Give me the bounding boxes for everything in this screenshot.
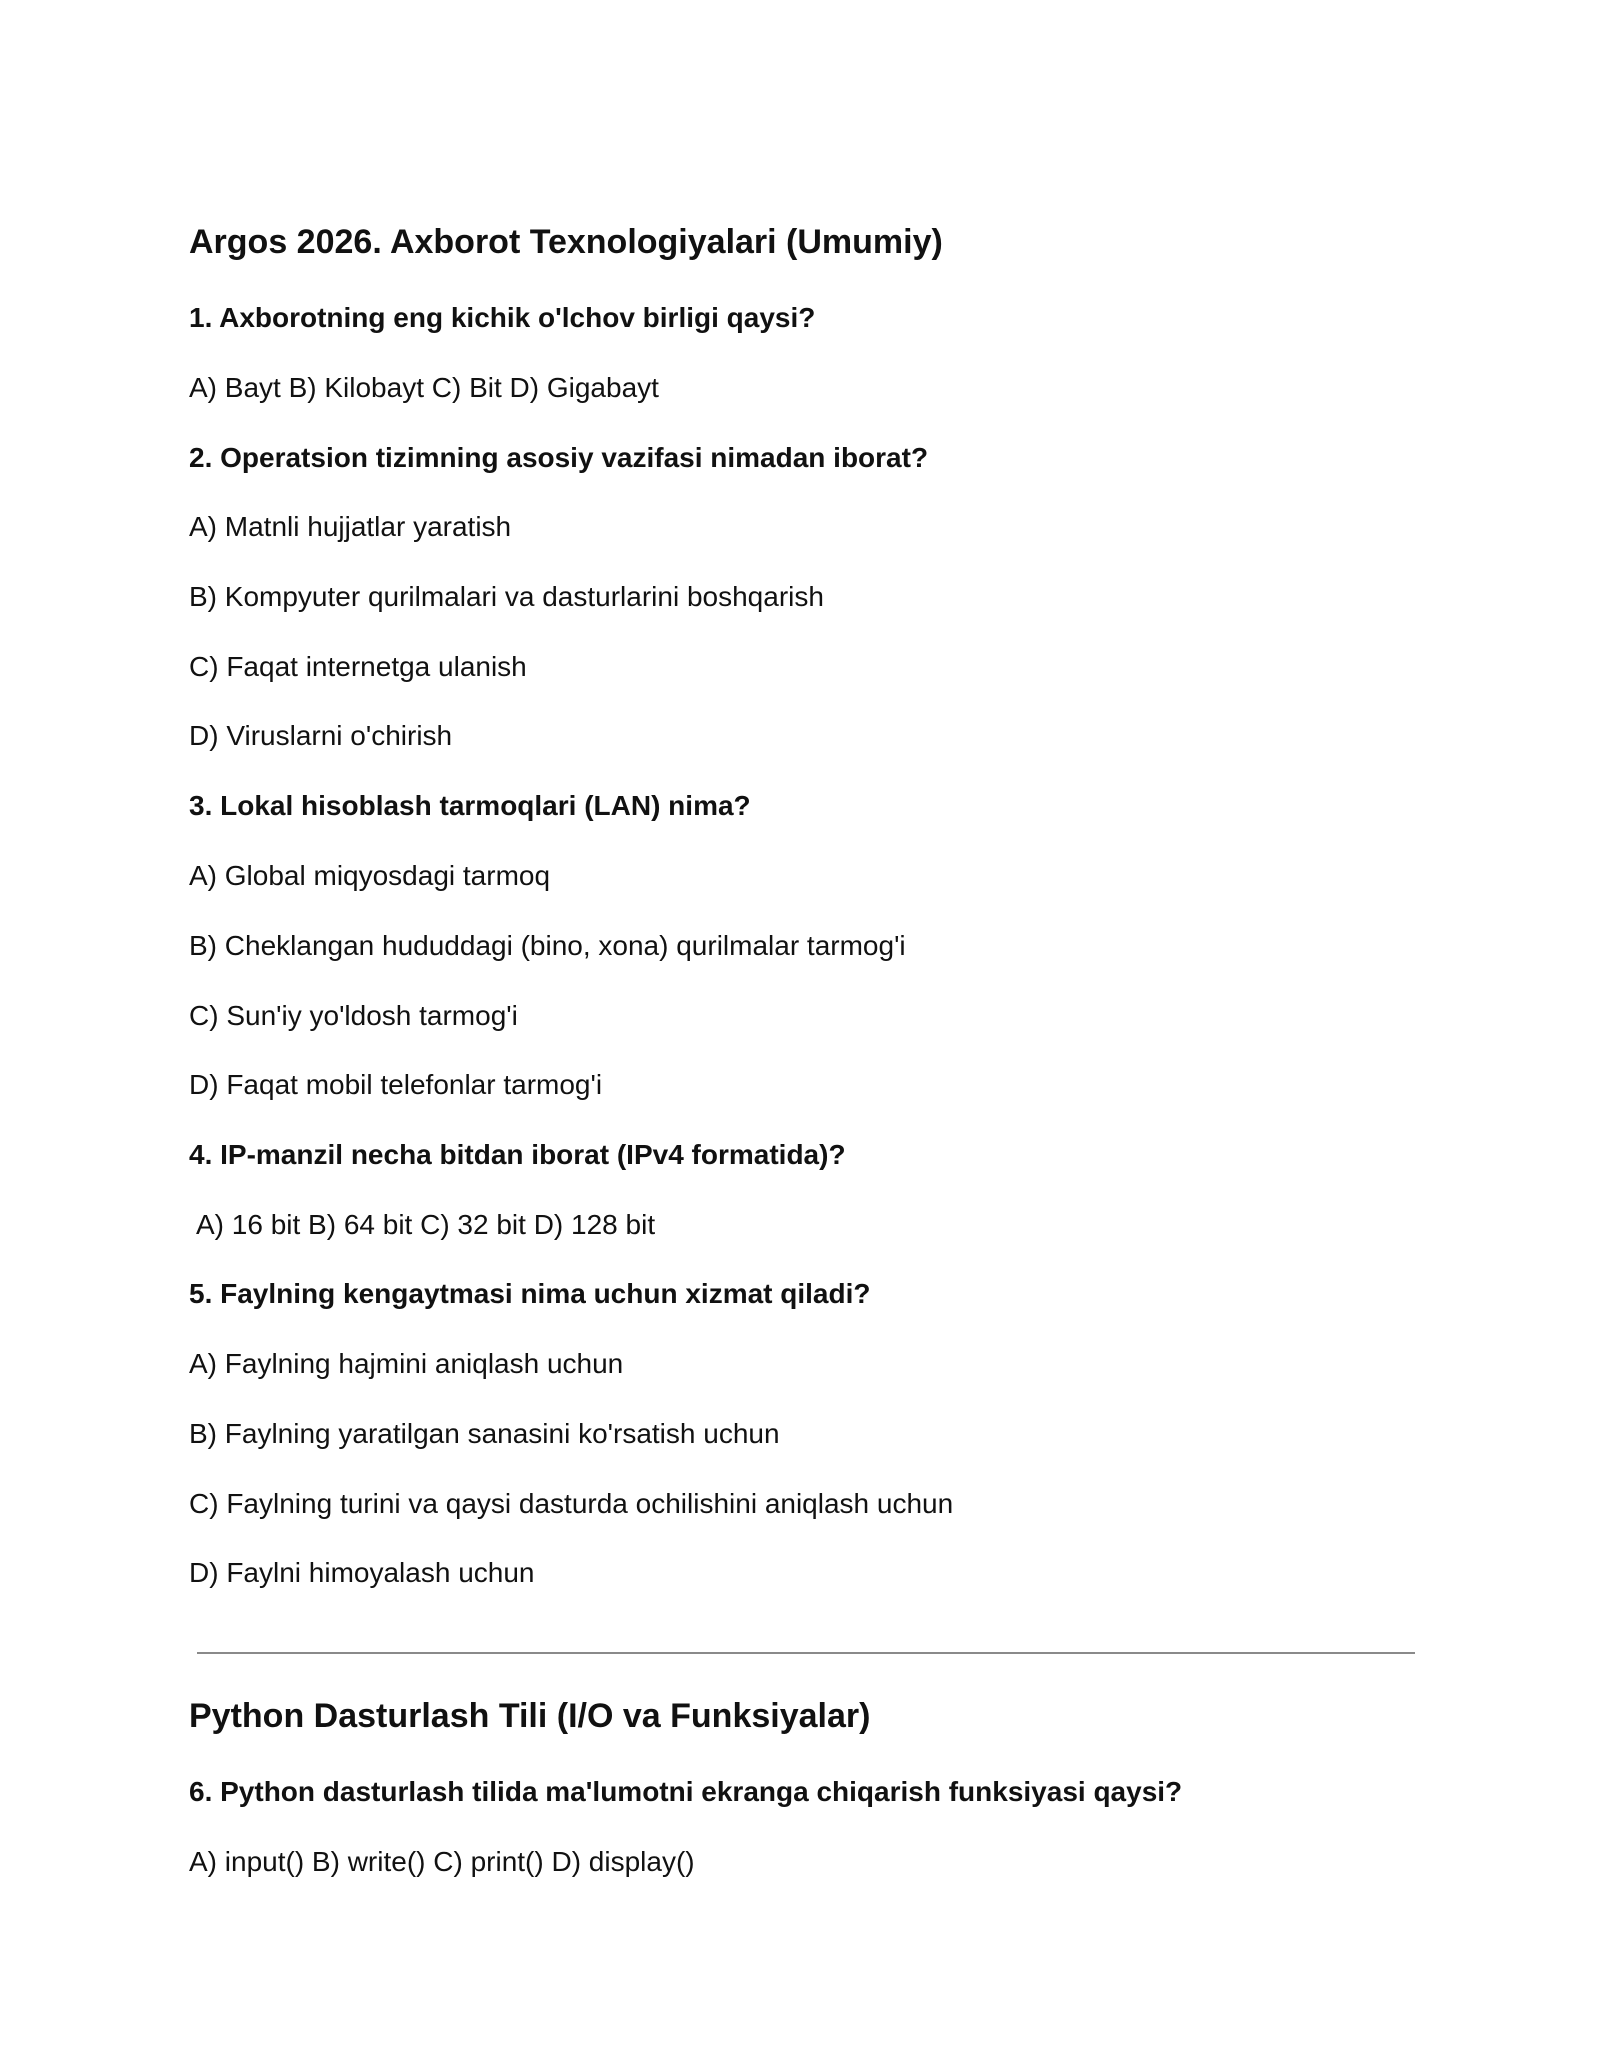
question-4: 4. IP-manzil necha bitdan iborat (IPv4 formatida)? bbox=[189, 1139, 846, 1170]
question-5-answer-a: A) Faylning hajmini aniqlash uchun bbox=[189, 1348, 624, 1379]
question-2-answer-a: A) Matnli hujjatlar yaratish bbox=[189, 511, 512, 542]
section-title-python: Python Dasturlash Tili (I/O va Funksiyalar) bbox=[189, 1697, 871, 1735]
question-3: 3. Lokal hisoblash tarmoqlari (LAN) nima? bbox=[189, 790, 751, 821]
question-5-answer-b: B) Faylning yaratilgan sanasini ko'rsatish uchun bbox=[189, 1418, 780, 1449]
question-2-answer-b: B) Kompyuter qurilmalari va dasturlarini boshqarish bbox=[189, 581, 824, 612]
question-5-answer-c: C) Faylning turini va qaysi dasturda ochilishini aniqlash uchun bbox=[189, 1488, 954, 1519]
question-1: 1. Axborotning eng kichik o'lchov birligi qaysi? bbox=[189, 302, 816, 333]
question-4-answers: A) 16 bit B) 64 bit C) 32 bit D) 128 bit bbox=[196, 1209, 656, 1240]
question-2-answer-c: C) Faqat internetga ulanish bbox=[189, 651, 527, 682]
question-6: 6. Python dasturlash tilida ma'lumotni ekranga chiqarish funksiyasi qaysi? bbox=[189, 1776, 1183, 1807]
question-3-answer-b: B) Cheklangan hududdagi (bino, xona) qurilmalar tarmog'i bbox=[189, 930, 906, 961]
question-1-answers: A) Bayt B) Kilobayt C) Bit D) Gigabayt bbox=[189, 372, 659, 403]
section-divider bbox=[197, 1652, 1415, 1654]
question-2: 2. Operatsion tizimning asosiy vazifasi nimadan iborat? bbox=[189, 442, 929, 473]
question-2-answer-d: D) Viruslarni o'chirish bbox=[189, 720, 453, 751]
question-5-answer-d: D) Faylni himoyalash uchun bbox=[189, 1557, 535, 1588]
section-title-informatics: Argos 2026. Axborot Texnologiyalari (Umumiy) bbox=[189, 223, 943, 261]
question-3-answer-c: C) Sun'iy yo'ldosh tarmog'i bbox=[189, 1000, 518, 1031]
question-5: 5. Faylning kengaytmasi nima uchun xizmat qiladi? bbox=[189, 1278, 871, 1309]
question-3-answer-d: D) Faqat mobil telefonlar tarmog'i bbox=[189, 1069, 603, 1100]
question-6-answers: A) input() B) write() C) print() D) display() bbox=[189, 1846, 695, 1877]
question-3-answer-a: A) Global miqyosdagi tarmoq bbox=[189, 860, 551, 891]
